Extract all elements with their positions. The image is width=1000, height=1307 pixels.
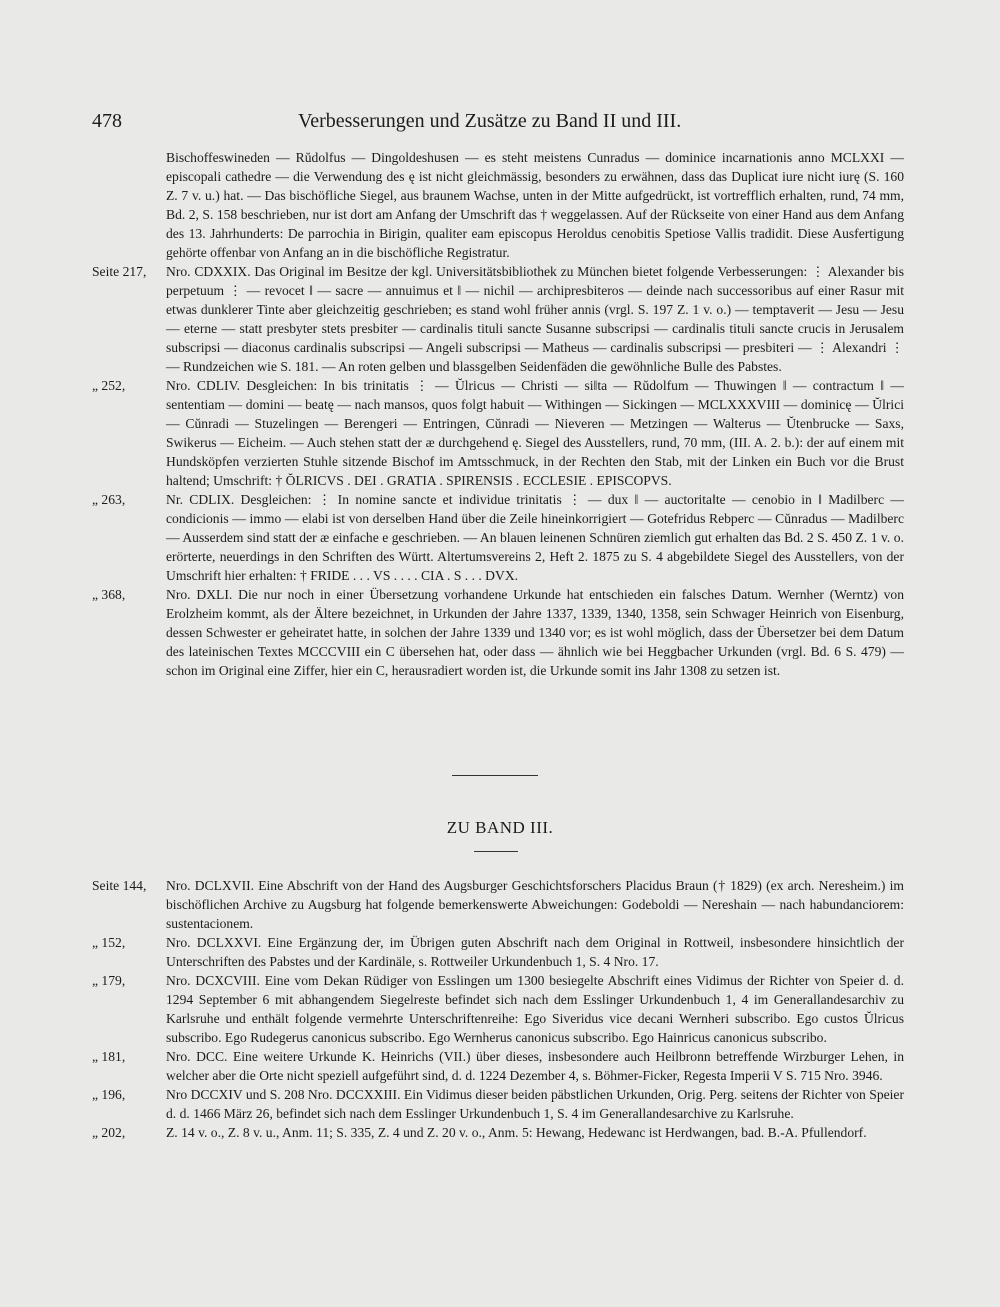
entry	[92, 933, 904, 971]
entry-reference: „ 181,	[92, 1049, 126, 1064]
entry	[92, 971, 904, 1047]
entry	[92, 1047, 904, 1085]
entry-reference: Seite 144,	[92, 878, 147, 893]
entry-reference: „ 252,	[92, 378, 126, 393]
entry	[92, 262, 904, 376]
entry-text: Nro DCCXIV und S. 208 Nro. DCCXXIII. Ein Vidimus dieser beiden päbstlichen Urkunden, Orig. Perg. seitens der Richter von Speier d. d. 1466 März 26, befindet sich nach dem Esslinger Urkundenbuch 1, S. 4 im Generallandesarchive zu Karlsruhe.	[166, 1087, 904, 1121]
entry-reference: „ 179,	[92, 973, 126, 988]
section-divider	[452, 775, 538, 776]
title-underline	[474, 851, 518, 852]
entry-reference: „ 196,	[92, 1087, 126, 1102]
entry	[92, 490, 904, 585]
entry-text: Nro. DXLI. Die nur noch in einer Übersetzung vorhandene Urkunde hat entschieden ein falsches Datum. Wernher (Werntz) von Erolzheim kommt, als der Ältere bezeichnet, in Urkunden der Jahre 1337, 1339, 1340, 1358, sein Schwager Heinrich von Eisenburg, dessen Schwester er geheiratet hatte, in solchen der Jahre 1339 und 1340 vor; es ist wohl möglich, dass der Übersetzer bei dem Datum des lateinischen Textes MCCCVIII ein C übersehen hat, oder dass — ähnlich wie bei Heggbacher Urkunden (vrgl. Bd. 6 S. 479) — schon im Original eine Ziffer, hier ein C, herausradiert worden ist, die Urkunde somit ins Jahr 1308 zu setzen ist.	[166, 587, 904, 678]
entry-text: Nr. CDLIX. Desgleichen: ⋮ In nomine sancte et individue trinitatis ⋮ — dux ‖ — auctorita‖te — cenobio in ‖ Madilberc — condicionis — immo — elabi ist von derselben Hand über die Zeile hineinkorrigiert — Gotefridus Rebperc — Cŭnradus — Madilberc — Ausserdem sind statt der æ einfache e geschrieben. — An blauen leinenen Schnüren ziemlich gut erhalten das Bd. 2 S. 450 Z. 1 v. o. erörterte, neuerdings in den Schriften des Württ. Altertumsvereins 2, Heft 2. 1875 zu S. 4 abgebildete Siegel des Ausstellers, von der Umschrift hier erhalten: † FRIDE . . . VS . . . . CIA . S . . . DVX.	[166, 492, 904, 583]
entry-reference: Seite 217,	[92, 264, 147, 279]
entry-text: Z. 14 v. o., Z. 8 v. u., Anm. 11; S. 335, Z. 4 und Z. 20 v. o., Anm. 5: Hewang, Hedewanc ist Herdwangen, bad. B.-A. Pfullendorf.	[166, 1125, 867, 1140]
entry	[92, 876, 904, 933]
entry-text: Nro. DCLXVII. Eine Abschrift von der Hand des Augsburger Geschichtsforschers Placidus Braun († 1829) (ex arch. Neresheim.) im bischöflichen Archive zu Augsburg hat folgende bemerkenswerte Abweichungen: Godeboldi — Nereshain — nach habundanciorem: sustentacionem.	[166, 878, 904, 931]
entry	[92, 585, 904, 680]
entry-reference: „ 152,	[92, 935, 126, 950]
section-title: ZU BAND III.	[446, 818, 554, 837]
running-title: Verbesserungen und Zusätze zu Band II und III.	[298, 110, 682, 132]
page-number: 478	[92, 110, 122, 132]
entry	[92, 1085, 904, 1123]
entry-reference: „ 263,	[92, 492, 126, 507]
entry-text: Nro. CDXXIX. Das Original im Besitze der kgl. Universitätsbibliothek zu München bietet folgende Verbesserungen: ⋮ Alexander bis perpetuum ⋮ — revocet ‖ — sacre — annuimus et ‖ — nichil — archipresbiteros — deinde nach successoribus auf einer Rasur mit etwas dunklerer Tinte aber gleichzeitig geschrieben; es stand wohl früher annis (vrgl. S. 197 Z. 1 v. o.) — temptaverit — Jesu — Jesu — eterne — statt presbyter stets presbiter — cardinalis tituli sancte Susanne subscripsi — cardinalis tituli sancte crucis in Jerusalem subscripsi — diaconus cardinalis subscripsi — Angeli subscripsi — Matheus — cardinalis subscripsi — presbiteri — ⋮ Alexandri ⋮ — Rundzeichen wie S. 181. — An roten gelben und blassgelben Seidenfäden die gewöhnliche Bulle des Pabstes.	[166, 264, 904, 374]
entry-text: Bischoffeswineden — Rŭdolfus — Dingoldeshusen — es steht meistens Cunradus — dominice incarnationis anno MCLXXI — episcopali cathedre — die Verwendung des ę ist nicht gleichmässig, besonders zu erwähnen, dass das Duplicat iure nicht iurę (S. 160 Z. 7 v. u.) hat. — Das bischöfliche Siegel, aus braunem Wachse, unten in der Mitte aufgedrückt, ist vortrefflich erhalten, rund, 74 mm, Bd. 2, S. 158 beschrieben, nur ist dort am Anfang der Umschrift das † weggelassen. Auf der Rückseite von einer Hand aus dem Anfang des 13. Jahrhunderts: De parrochia in Birigin, qualiter eam episcopus Heroldus cenobitis Spetiose Vallis tradidit. Diese Ausfertigung gehörte offenbar von Anfang an in die bischöfliche Registratur.	[166, 150, 904, 260]
entry-reference: „ 202,	[92, 1125, 126, 1140]
entry	[92, 376, 904, 490]
page-header	[92, 110, 892, 140]
entry	[92, 1123, 904, 1142]
entry-text: Nro. DCXCVIII. Eine vom Dekan Rüdiger von Esslingen um 1300 besiegelte Abschrift eines Vidimus der Richter von Speier d. d. 1294 September 6 mit abhangendem Siegelreste befindet sich nach dem Esslinger Urkundenbuch 1, 4 im Generallandesarchiv zu Karlsruhe und enthält folgende vermehrte Unterschriftenreihe: Ego Siveridus vice decani Wernheri subscribo. Ego custos Ŭlricus subscribo. Ego Rudegerus canonicus subscribo. Ego Wernherus canonicus subscribo. Ego Hainricus canonicus subscribo.	[166, 973, 904, 1045]
bottom-entries	[92, 876, 904, 1142]
top-entries	[92, 148, 904, 680]
entry-text: Nro. CDLIV. Desgleichen: In bis trinitatis ⋮ — Ŭlricus — Christi — si‖ta — Rŭdolfum — Thuwingen ‖ — contractum ‖ — sententiam — domini — beatę — nach mansos, quos folgt habuit — Withingen — Sickingen — MCLXXXVIII — dominicę — Ŭlrici — Cŭnradi — Stuzelingen — Berengeri — Entringen, Cŭnradi — Nieveren — Metzingen — Walterus — Ŭtenbrucke — Saxs, Swikerus — Eicheim. — Auch stehen statt der æ durchgehend ę. Siegel des Ausstellers, rund, 70 mm, (III. A. 2. b.): der auf einem mit Hundsköpfen verzierten Stuhle sitzende Bischof im Amtsschmuck, in der Rechten den Stab, mit der Linken ein Buch vor die Brust haltend; Umschrift: † ŎLRICVS . DEI . GRATIA . SPIRENSIS . ECCLESIE . EPISCOPVS.	[166, 378, 904, 488]
entry-text: Nro. DCC. Eine weitere Urkunde K. Heinrichs (VII.) über dieses, insbesondere auch Heilbronn betreffende Wirzburger Lehen, in welcher aber die Orte nicht speziell aufgeführt sind, d. d. 1224 Dezember 4, s. Böhmer-Ficker, Regesta Imperii V S. 715 Nro. 3946.	[166, 1049, 904, 1083]
entry-reference: „ 368,	[92, 587, 126, 602]
entry-text: Nro. DCLXXVI. Eine Ergänzung der, im Übrigen guten Abschrift nach dem Original in Rottweil, insbesondere hinsichtlich der Unterschriften des Pabstes und der Kardinäle, s. Rottweiler Urkundenbuch 1, S. 4 Nro. 17.	[166, 935, 904, 969]
entry	[92, 148, 904, 262]
